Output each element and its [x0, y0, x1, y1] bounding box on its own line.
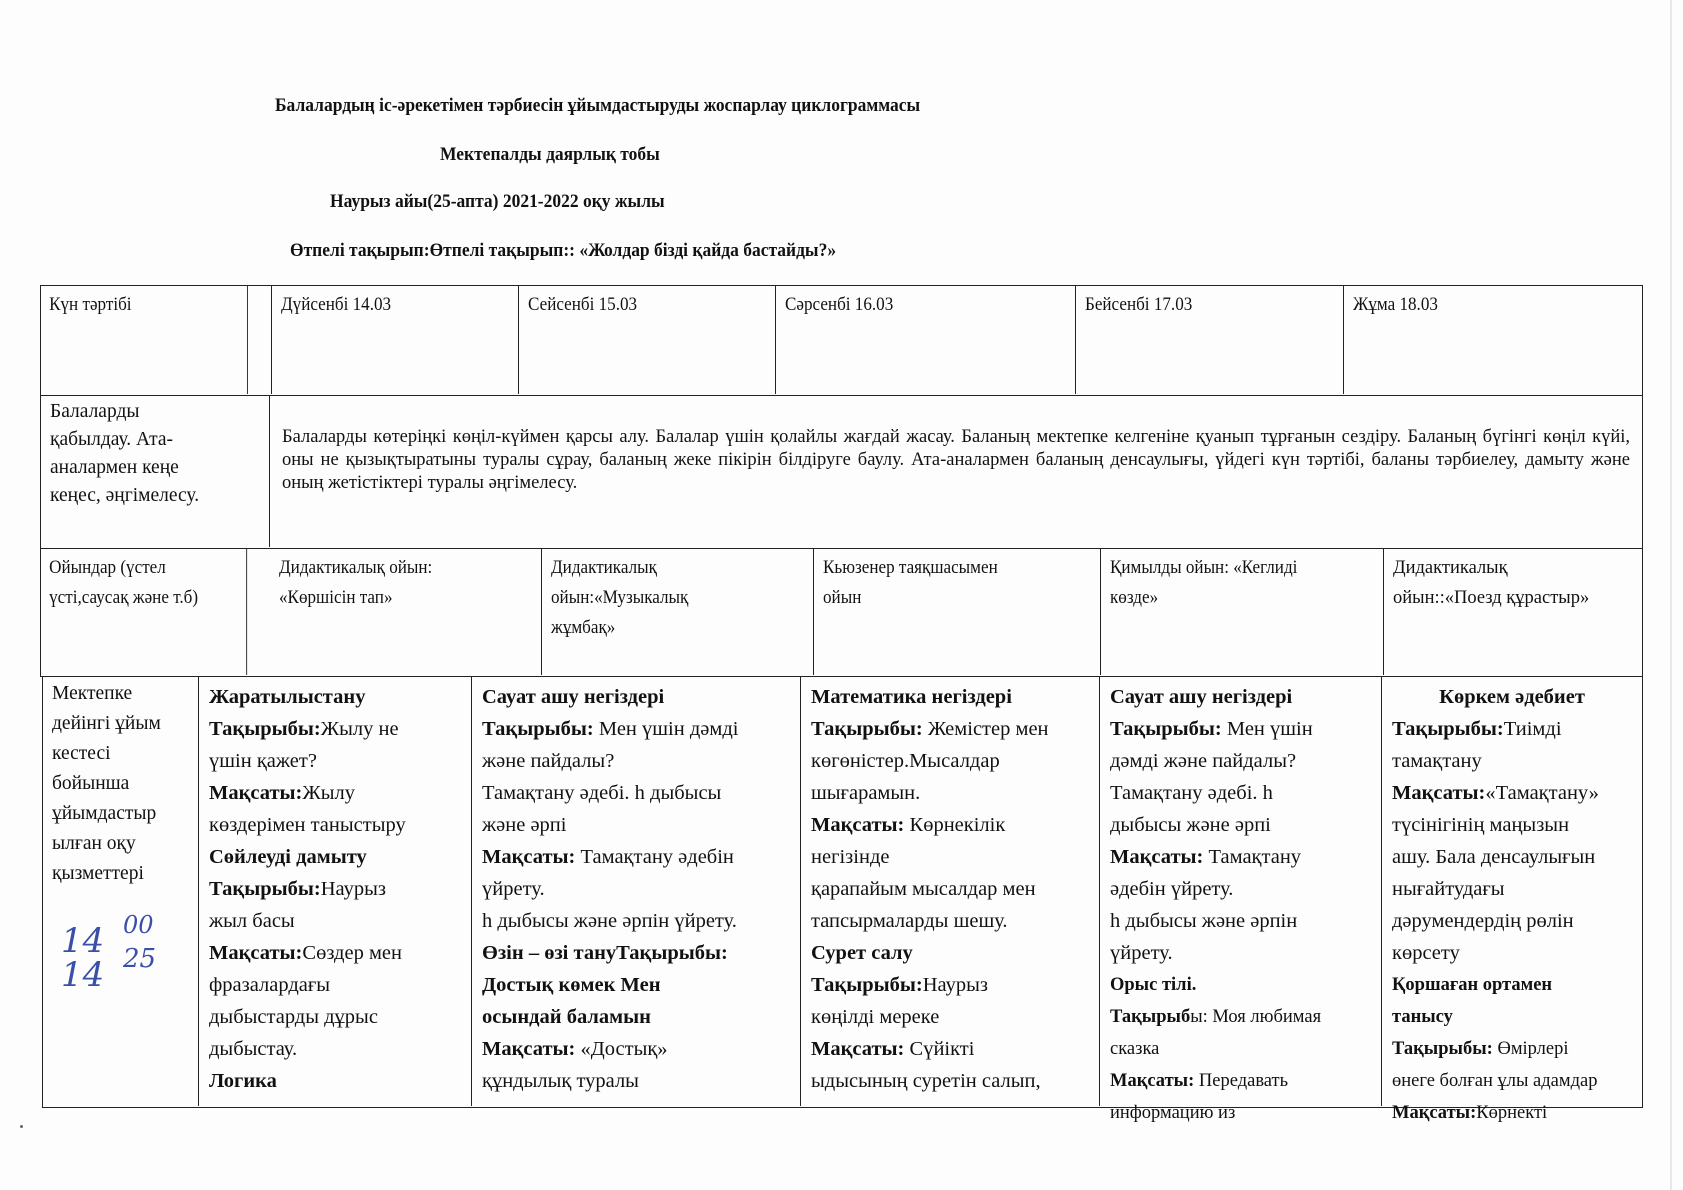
lesson-line-label: Тақырыбы: — [209, 878, 321, 900]
game-line: ойын:«Музыкалық — [551, 587, 689, 608]
lesson-line-label: Мақсаты: — [482, 846, 576, 868]
lesson-line — [209, 905, 461, 937]
lesson-line-label: Мақсаты: — [209, 942, 303, 964]
cell-game-tuesday — [542, 549, 814, 675]
handwritten-end-hour: 14 — [61, 955, 105, 995]
lesson-line-text: дәмді және пайдалы? — [1110, 750, 1297, 772]
lesson-line — [1392, 905, 1632, 937]
lessons-label-line: бойынша — [52, 773, 130, 794]
lesson-line — [1110, 745, 1371, 777]
lessons-label-line: ұйымдастыр — [52, 803, 157, 824]
lesson-line — [209, 745, 461, 777]
lesson-line-label: Тақырыбы: — [1392, 1039, 1493, 1059]
lesson-line — [1110, 969, 1371, 1001]
day-thursday-label: Бейсенбі 17.03 — [1085, 294, 1193, 315]
lesson-line-label: Мақсаты: — [1392, 782, 1486, 804]
lesson-line — [1392, 713, 1632, 745]
lesson-line-text: һ дыбысы және әрпін — [1110, 910, 1298, 932]
lesson-line-label: Мақсаты: — [811, 1038, 905, 1060]
lesson-line-label: Мақсаты: — [482, 1038, 576, 1060]
lesson-line — [1110, 1065, 1371, 1097]
cell-lessons-label — [43, 677, 199, 1106]
cell-lesson-monday — [199, 677, 472, 1106]
lesson-line-label: танысу — [1392, 1007, 1453, 1027]
lesson-line — [482, 713, 790, 745]
lesson-line-text: көңілді мереке — [811, 1006, 940, 1028]
lesson-line-label: Тақырыбы: — [811, 974, 923, 996]
lessons-label-line: дейінгі ұйым — [52, 713, 161, 734]
lesson-line-text: Наурыз — [922, 974, 988, 996]
lesson-line-text: Мен үшін — [1221, 718, 1313, 740]
lesson-line-text: Жылу — [302, 782, 356, 804]
lesson-line-label: Сурет салу — [811, 942, 913, 964]
cell-day-thursday — [1076, 286, 1344, 394]
lesson-line — [811, 937, 1089, 969]
lesson-line — [1392, 873, 1632, 905]
lesson-line-text: әдебін үйрету. — [1110, 878, 1234, 900]
lesson-line-text: Өмірлері — [1492, 1039, 1569, 1059]
lesson-line-label: Қоршаған ортамен — [1392, 975, 1553, 995]
welcome-label-line: аналармен кеңе — [50, 457, 179, 478]
game-line: Қимылды ойын: «Кеглиді — [1110, 557, 1298, 578]
lesson-line — [209, 681, 461, 713]
lesson-line-label: Мақсаты: — [1110, 1071, 1195, 1091]
lesson-line — [209, 1001, 461, 1033]
lesson-line-text: ыдысының суретін салып, — [811, 1070, 1041, 1092]
lesson-line — [1392, 841, 1632, 873]
cell-schedule-label: Күн тәртібі — [41, 286, 248, 394]
lesson-line — [209, 1033, 461, 1065]
lesson-line-text: негізінде — [811, 846, 890, 868]
welcome-label-line: қабылдау. Ата- — [50, 429, 174, 450]
lesson-line-label: Тақырыбы: — [1392, 718, 1504, 740]
lesson-line — [1392, 745, 1632, 777]
table-row-lessons — [42, 676, 1643, 1123]
lesson-line-text: Мен үшін дәмді — [593, 718, 739, 740]
lesson-line — [1392, 681, 1632, 713]
group-name: Мектепалды даярлық тобы — [440, 144, 660, 165]
lesson-line — [482, 809, 790, 841]
lesson-line — [811, 745, 1089, 777]
lesson-line-text: Тамақтану әдебі. һ дыбысы — [482, 782, 722, 804]
lesson-line-label: Тақырыбы: — [482, 718, 594, 740]
lesson-line — [209, 777, 461, 809]
lessons-label-line: ылған оқу — [52, 833, 136, 854]
game-line: ойын::«Поезд құрастыр» — [1393, 588, 1590, 608]
lesson-line-text: көрсету — [1392, 942, 1460, 964]
lesson-line-label: Тақырыбы: — [209, 718, 321, 740]
cell-welcome-label — [41, 396, 270, 547]
lesson-line-text: шығарамын. — [811, 782, 921, 804]
lesson-line-label: Көркем әдебиет — [1439, 686, 1585, 708]
lesson-line-text: Сүйікті — [904, 1038, 975, 1060]
lessons-label-line: Мектепке — [52, 683, 133, 704]
lesson-line — [811, 1001, 1089, 1033]
lesson-line-text: тапсырмаларды шешу. — [811, 910, 1008, 932]
lesson-line-text: дыбыстау. — [209, 1038, 298, 1060]
lesson-line-label: Мақсаты: — [1110, 846, 1204, 868]
cell-welcome-text: Балаларды көтеріңкі көңіл-күймен қарсы алу. Балалар үшін қолайлы жағдай жасау. Баланың мектепке келгеніне қуанып тұрғанын сездіру. Баланың бүгінгі көңіл күйі, оны не қызықтыратыны туралы сұрау, баланың жеке пікірін білдіруге баулу. Ата-аналармен баланың денсаулығы, үйдегі күн тәртібі, баланы тәрбиелеу, дамыту және оның жетістіктері туралы әңгімелесу. — [282, 427, 1630, 493]
lesson-line — [209, 1065, 461, 1097]
lesson-line-text: дыбыстарды дұрыс — [209, 1006, 378, 1028]
cell-lesson-wednesday — [801, 677, 1100, 1106]
handwritten-start-hour: 14 — [61, 921, 105, 961]
table-row-days-header — [40, 285, 1643, 396]
lesson-line-label: Сөйлеуді дамыту — [209, 846, 367, 868]
lesson-line-text: сказка — [1110, 1039, 1160, 1059]
lesson-line — [1392, 969, 1632, 1001]
lesson-line — [1392, 1033, 1632, 1065]
cell-game-wednesday — [814, 549, 1101, 675]
game-line: Дидактикалық ойын: — [279, 557, 433, 578]
lesson-line — [1392, 1097, 1632, 1129]
game-line: ойын — [823, 587, 862, 608]
lesson-line-label: Мақсаты: — [209, 782, 303, 804]
document-title: Балалардың іс-әрекетімен тәрбиесін ұйымдастыруды жоспарлау циклограммасы — [275, 95, 921, 116]
lesson-line-text: өнеге болған ұлы адамдар — [1392, 1071, 1598, 1091]
lesson-line-label: Өзін – өзі тануТақырыбы: — [482, 942, 728, 964]
welcome-label-line: кеңес, әңгімелесу. — [50, 485, 200, 506]
lesson-line-text: түсінігінің маңызын — [1392, 814, 1570, 836]
handwritten-start-minute: 00 — [123, 911, 154, 939]
lesson-line — [482, 1001, 790, 1033]
lesson-line — [811, 873, 1089, 905]
lesson-line-text: Тамақтану — [1203, 846, 1302, 868]
lesson-line — [1110, 873, 1371, 905]
lesson-line — [1110, 841, 1371, 873]
lesson-line — [811, 1033, 1089, 1065]
game-line: «Көршісін тап» — [279, 587, 393, 608]
lesson-line — [1110, 1001, 1371, 1033]
welcome-label-line: Балаларды — [50, 401, 140, 422]
lesson-line-text: үйрету. — [1110, 942, 1173, 964]
lesson-line — [1392, 937, 1632, 969]
transitional-theme: Өтпелі тақырып:Өтпелі тақырып:: «Жолдар бізді қайда бастайды?» — [290, 240, 837, 261]
lesson-line — [209, 841, 461, 873]
table-row-welcome — [40, 395, 1643, 549]
lesson-line-text: Тиімді — [1503, 718, 1562, 740]
lesson-line-text: Жемістер мен — [922, 718, 1049, 740]
games-label-line: Ойындар (үстел — [49, 557, 166, 578]
cell-day-wednesday — [776, 286, 1076, 394]
lesson-line — [1110, 681, 1371, 713]
lesson-line-text: Сөздер мен — [302, 942, 402, 964]
day-friday-label: Жұма 18.03 — [1353, 294, 1438, 315]
lesson-line — [482, 777, 790, 809]
lesson-line — [811, 1065, 1089, 1097]
scan-edge-line — [1670, 0, 1672, 1190]
lesson-line-text: және әрпі — [482, 814, 567, 836]
lesson-line-text: Передавать — [1194, 1071, 1289, 1091]
lesson-line-text: қарапайым мысалдар мен — [811, 878, 1036, 900]
lesson-line-text: ы: Моя любимая — [1190, 1007, 1322, 1027]
cell-lesson-friday — [1382, 677, 1642, 1123]
games-label-line: үсті,саусақ және т.б) — [49, 587, 199, 608]
lesson-line — [209, 969, 461, 1001]
game-line: жұмбақ» — [551, 617, 616, 638]
scan-speck — [20, 1125, 23, 1128]
lesson-line-text: ашу. Бала денсаулығын — [1392, 846, 1596, 868]
lesson-line-label: Мақсаты: — [1392, 1103, 1477, 1123]
lesson-line — [1110, 1097, 1371, 1129]
lesson-line — [811, 841, 1089, 873]
lesson-line — [811, 809, 1089, 841]
lesson-line-text: информацию из — [1110, 1103, 1236, 1123]
lesson-line — [482, 841, 790, 873]
lesson-line-text: Көрнекілік — [904, 814, 1006, 836]
lesson-line-label: Тақырыб — [1110, 1007, 1191, 1027]
table-row-games — [40, 548, 1643, 677]
lesson-line — [209, 809, 461, 841]
lesson-line-text: дәрумендердің рөлін — [1392, 910, 1574, 932]
lesson-line-text: Көрнекті — [1476, 1103, 1548, 1123]
lesson-line — [1392, 1001, 1632, 1033]
lesson-line-label: Тақырыбы: — [811, 718, 923, 740]
lesson-line — [1110, 937, 1371, 969]
lesson-line — [482, 745, 790, 777]
lesson-line-text: «Достық» — [575, 1038, 668, 1060]
day-monday-label: Дүйсенбі 14.03 — [281, 294, 392, 315]
lesson-line — [209, 873, 461, 905]
month-week-year: Наурыз айы(25-апта) 2021-2022 оқу жылы — [330, 191, 665, 212]
game-line: көзде» — [1110, 587, 1159, 608]
cell-day-tuesday — [519, 286, 776, 394]
lesson-line-text: үшін қажет? — [209, 750, 317, 772]
lesson-line-text: Тамақтану әдебін — [575, 846, 734, 868]
lesson-line — [482, 873, 790, 905]
lessons-label-line: кестесі — [52, 743, 111, 764]
lesson-line — [1110, 809, 1371, 841]
game-line: Кьюзенер таяқшасымен — [823, 557, 998, 578]
lesson-line-label: Орыс тілі. — [1110, 975, 1197, 995]
lesson-line-text: көгөністер.Мысалдар — [811, 750, 1000, 772]
lessons-label-line: қызметтері — [52, 863, 144, 884]
cell-lesson-thursday — [1100, 677, 1382, 1123]
cell-game-monday — [270, 549, 542, 675]
lesson-line-text: Жылу не — [320, 718, 399, 740]
lesson-line-label: Достық көмек Мен — [482, 974, 661, 996]
lesson-line-label: Сауат ашу негіздері — [1110, 686, 1293, 708]
game-line: Дидактикалық — [1393, 558, 1508, 578]
lesson-line — [482, 681, 790, 713]
lesson-line — [482, 969, 790, 1001]
lesson-line-text: Наурыз — [320, 878, 386, 900]
lesson-line-label: Сауат ашу негіздері — [482, 686, 665, 708]
lesson-line-label: Тақырыбы: — [1110, 718, 1222, 740]
lesson-line — [811, 777, 1089, 809]
lesson-line — [811, 969, 1089, 1001]
lesson-line-text: дыбысы және әрпі — [1110, 814, 1271, 836]
lesson-line — [811, 905, 1089, 937]
game-line: Дидактикалық — [551, 557, 657, 578]
lesson-line-text: «Тамақтану» — [1485, 782, 1599, 804]
cell-day-monday — [271, 286, 519, 394]
lesson-line — [1392, 809, 1632, 841]
cell-game-friday — [1384, 549, 1642, 675]
lesson-line — [1110, 1033, 1371, 1065]
lesson-line — [1110, 713, 1371, 745]
cell-game-thursday — [1101, 549, 1384, 675]
lesson-line-text: нығайтудағы — [1392, 878, 1505, 900]
handwritten-end-minute: 25 — [123, 944, 157, 974]
lesson-line — [482, 937, 790, 969]
lesson-line-label: Математика негіздері — [811, 686, 1012, 708]
lesson-line-text: және пайдалы? — [482, 750, 615, 772]
lesson-line-text: фразалардағы — [209, 974, 331, 996]
lesson-line — [482, 1033, 790, 1065]
lesson-line-text: жыл басы — [209, 910, 295, 932]
day-wednesday-label: Сәрсенбі 16.03 — [785, 294, 894, 315]
lesson-line — [1392, 1065, 1632, 1097]
lesson-line-text: үйрету. — [482, 878, 545, 900]
lesson-line — [209, 713, 461, 745]
lesson-line-label: Логика — [209, 1070, 277, 1092]
lesson-line-label: осындай баламын — [482, 1006, 651, 1028]
lesson-line-label: Жаратылыстану — [209, 686, 366, 708]
day-tuesday-label: Сейсенбі 15.03 — [528, 294, 638, 315]
lesson-line-text: Тамақтану әдебі. һ — [1110, 782, 1273, 804]
lesson-line-text: көздерімен таныстыру — [209, 814, 406, 836]
lesson-line — [1392, 777, 1632, 809]
lesson-line-text: һ дыбысы және әрпін үйрету. — [482, 910, 737, 932]
lesson-line — [482, 1065, 790, 1097]
cell-lesson-tuesday — [472, 677, 801, 1106]
cell-games-label — [41, 549, 247, 675]
cell-day-friday — [1344, 286, 1641, 394]
lesson-line — [209, 937, 461, 969]
lesson-line — [482, 905, 790, 937]
lesson-line-text: құндылық туралы — [482, 1070, 639, 1092]
lesson-line-text: тамақтану — [1392, 750, 1482, 772]
lesson-line-label: Мақсаты: — [811, 814, 905, 836]
lesson-line — [811, 681, 1089, 713]
lesson-line — [1110, 777, 1371, 809]
lesson-line — [1110, 905, 1371, 937]
lesson-line — [811, 713, 1089, 745]
